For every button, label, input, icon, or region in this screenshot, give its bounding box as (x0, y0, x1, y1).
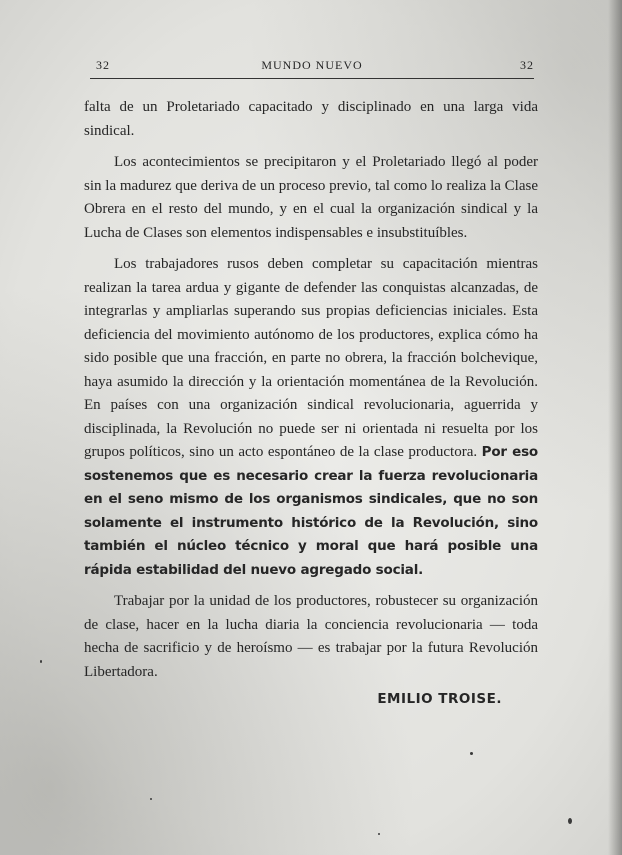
ink-speck (150, 798, 152, 800)
ink-speck (470, 752, 473, 755)
author-signature: EMILIO TROISE. (377, 691, 502, 707)
paragraph-text: Los acontecimientos se precipitaron y el Proletariado llegó al poder sin la madurez que deriva de un proceso previo, tal como lo realiza la Clase Obrera en el resto del mundo, y en el cual la organización sindical y la Lucha de Clases son elementos indispensables e insubstituíbles. (84, 154, 538, 241)
paragraph-continuation (84, 96, 538, 143)
paragraph (84, 151, 538, 245)
article-body (84, 96, 538, 712)
paragraph-text: Los trabajadores rusos deben completar su capacitación mientras realizan la tarea ardua y gigante de defender las conquistas alcanzadas, de integrarlas y ampliarlas superando sus propias deficiencias iniciales. Esta deficiencia del movimiento autónomo de los productores, explica cómo ha sido posible que una fracción, en parte no obrera, la fracción bolchevique, haya asumido la dirección y la orientación momentánea de la Revolución. En países con una organización sindical revolucionaria, aguerrida y disciplinada, la Revolución no puede ser ni orientada ni resuelta por los grupos políticos, sino un acto espontáneo de la clase productora. (84, 256, 538, 460)
ink-speck (378, 833, 380, 835)
paragraph-text: falta de un Proletariado capacitado y disciplinado en una larga vida sindical. (84, 99, 538, 139)
paragraph-text: Trabajar por la unidad de los productores, robustecer su organización de clase, hacer en la lucha diaria la conciencia revolucionaria — toda hecha de sacrificio y de heroísmo — es trabajar por la futura Revolución Libertadora. (84, 593, 538, 680)
running-title: MUNDO NUEVO (261, 58, 363, 72)
paragraph-bold-text: Por eso sostenemos que es necesario crear la fuerza revolucionaria en el seno mismo de los organismos sindicales, que no son solamente el instrumento histórico de la Revolución, sino también el núcleo técnico y moral que hará posible una rápida estabilidad del nuevo agregado social. (84, 444, 539, 578)
paragraph (84, 253, 538, 582)
page-number-left: 32 (96, 58, 110, 72)
header-rule (90, 78, 534, 79)
ink-speck (40, 660, 42, 663)
page-edge-shadow (608, 0, 622, 855)
page-number-right: 32 (520, 58, 534, 72)
running-header (90, 58, 534, 80)
paragraph (84, 590, 538, 684)
ink-speck (568, 818, 572, 824)
